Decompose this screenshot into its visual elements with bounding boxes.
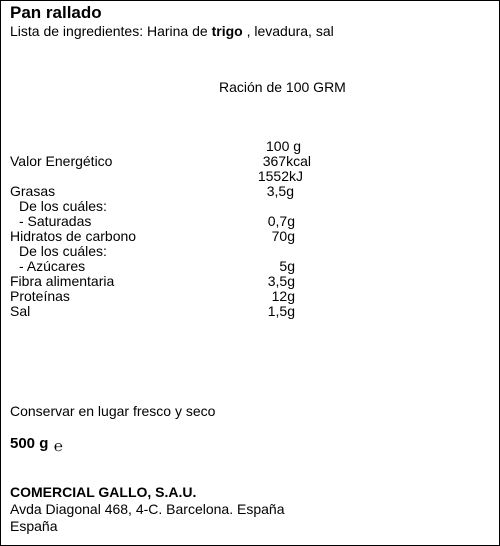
- ingredients-list: [10, 23, 334, 39]
- company-name: COMERCIAL GALLO, S.A.U.: [10, 484, 197, 500]
- nutrition-label: Proteínas: [10, 288, 70, 304]
- nutrition-value: 70g: [271, 228, 295, 244]
- nutrition-label: Hidratos de carbono: [10, 228, 137, 244]
- ingredients-prefix: Lista de ingredientes: Harina de: [10, 23, 212, 39]
- nutrition-label: De los cuáles:: [19, 243, 107, 259]
- nutrition-label: - Saturadas: [19, 213, 92, 229]
- nutrition-label: Fibra alimentaria: [10, 273, 115, 289]
- nutrition-value: 12g: [271, 288, 295, 304]
- nutrition-label: De los cuáles:: [19, 198, 107, 214]
- estimated-sign-icon: ℮: [54, 438, 64, 455]
- nutrition-label: Valor Energético: [10, 153, 113, 169]
- nutrition-label: - Azúcares: [19, 258, 86, 274]
- company-address: Avda Diagonal 468, 4-C. Barcelona. España: [10, 501, 285, 517]
- ingredients-suffix: , levadura, sal: [242, 23, 334, 39]
- company-country: España: [10, 518, 58, 534]
- serving-header: Ración de 100 GRM: [219, 79, 346, 95]
- storage-instructions: Conservar en lugar fresco y seco: [10, 403, 216, 419]
- nutrition-value: 3,5g: [266, 183, 294, 199]
- nutrition-value: 1552kJ: [257, 168, 303, 184]
- nutrition-label: Grasas: [10, 183, 56, 199]
- allergen-trigo: trigo: [211, 23, 243, 39]
- nutrition-label: Sal: [10, 303, 31, 319]
- nutrition-value: 1,5g: [267, 303, 295, 319]
- per-100g-header: 100 g: [266, 138, 302, 154]
- net-quantity: 500 g: [10, 435, 49, 452]
- nutrition-value: 0,7g: [267, 213, 295, 229]
- nutrition-value: 367kcal: [262, 153, 311, 169]
- product-title: Pan rallado: [10, 3, 102, 22]
- nutrition-value: 5g: [279, 258, 295, 274]
- nutrition-value: 3,5g: [267, 273, 295, 289]
